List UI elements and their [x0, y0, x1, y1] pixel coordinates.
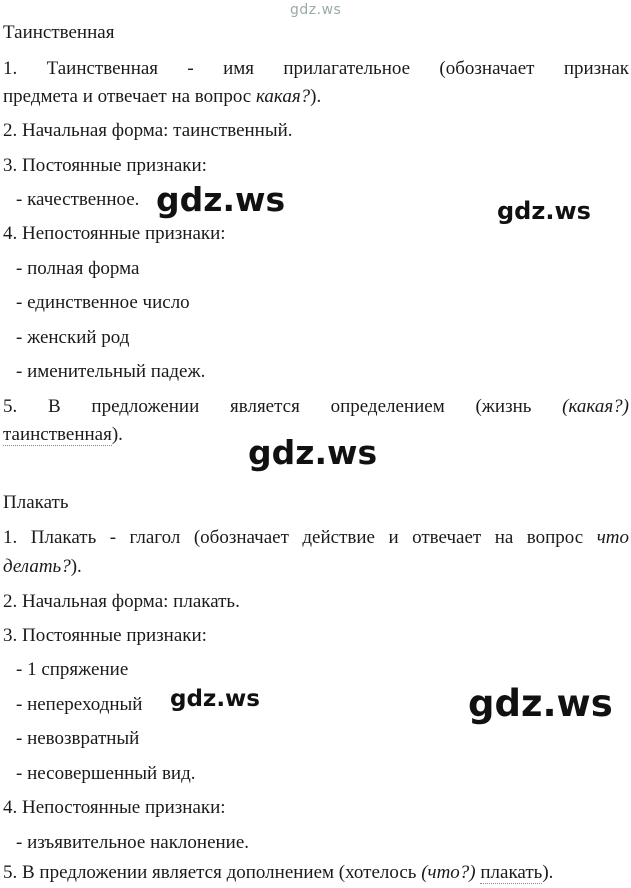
section2-title: Плакать: [3, 492, 69, 513]
section2-point3-item: - несовершенный вид.: [16, 763, 196, 784]
section2-point3-item: - невозвратный: [16, 728, 140, 749]
section1-point1-line2: предмета и отвечает на вопрос какая?).: [3, 86, 322, 107]
section1-point2: 2. Начальная форма: таинственный.: [3, 120, 293, 141]
section2-point2: 2. Начальная форма: плакать.: [3, 591, 240, 612]
section1-point3-item: - качественное.: [16, 189, 140, 210]
watermark: gdz.ws: [248, 433, 378, 472]
section2-point1-line2: делать?).: [3, 556, 82, 577]
section1-point5-line1: 5. В предложении является определением (жизнь (какая?): [3, 396, 629, 417]
section2-point4: 4. Непостоянные признаки:: [3, 797, 226, 818]
section1-point3: 3. Постоянные признаки:: [3, 155, 207, 176]
section1-point4-item: - единственное число: [16, 292, 190, 313]
section1-point1-line1: 1. Таинственная - имя прилагательное (обозначает признак: [3, 58, 629, 79]
watermark: gdz.ws: [170, 686, 260, 712]
section2-point3: 3. Постоянные признаки:: [3, 625, 207, 646]
watermark: gdz.ws: [156, 180, 286, 219]
section1-title: Таинственная: [3, 22, 115, 43]
watermark-top: gdz.ws: [290, 2, 342, 18]
section2-point3-item: - непереходный: [16, 694, 143, 715]
section2-point5: 5. В предложении является дополнением (хотелось (что?) плакать).: [3, 862, 554, 883]
section1-point4-item: - женский род: [16, 327, 130, 348]
section1-point4: 4. Непостоянные признаки:: [3, 223, 226, 244]
section1-point5-line2: таинственная).: [3, 424, 123, 445]
section2-point1-line1: 1. Плакать - глагол (обозначает действие и отвечает на вопрос что: [3, 527, 629, 548]
section2-point3-item: - 1 спряжение: [16, 659, 129, 680]
watermark: gdz.ws: [468, 682, 613, 725]
watermark: gdz.ws: [497, 197, 591, 225]
section2-point4-item: - изъявительное наклонение.: [16, 832, 250, 853]
section1-point4-item: - полная форма: [16, 258, 140, 279]
section1-point4-item: - именительный падеж.: [16, 361, 206, 382]
